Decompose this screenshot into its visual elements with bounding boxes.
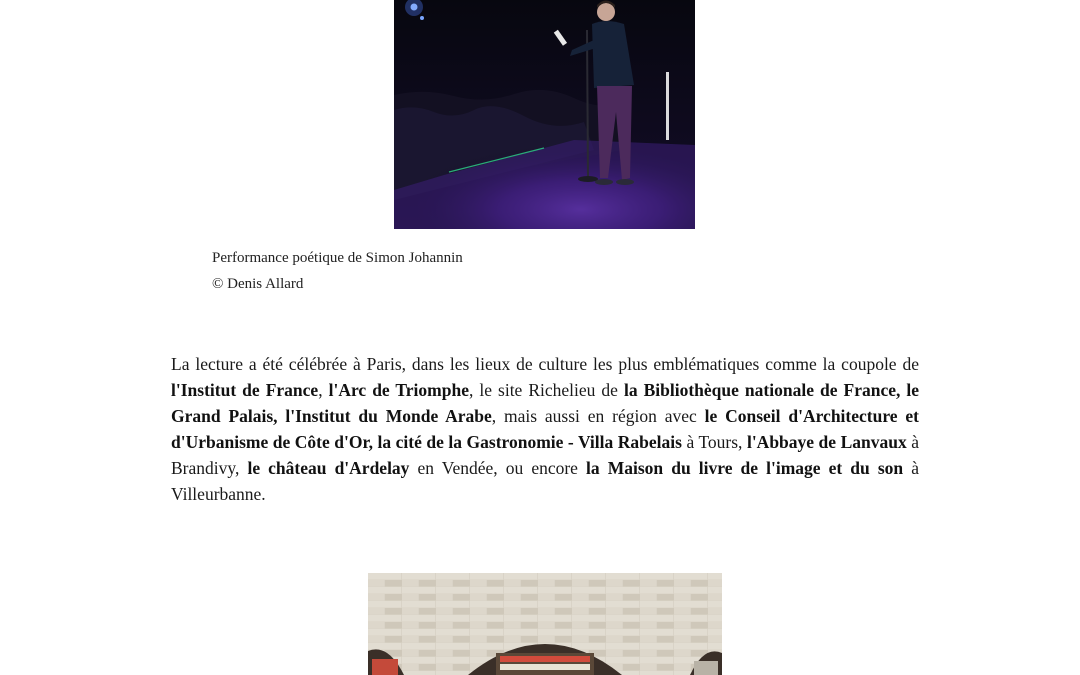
photo-credit: © Denis Allard [212,276,304,292]
performance-photo [394,0,695,229]
text-segment: à Villeurbanne. [171,458,919,504]
text-segment: , le site Richelieu de [468,380,624,400]
performance-photo-illustration [394,0,695,229]
photo-caption: Performance poétique de Simon Johannin [212,250,463,266]
text-segment: en Vendée, ou encore [409,458,587,478]
venue-institut-de-france: l'Institut de France [171,380,319,400]
text-segment: , mais aussi en région avec [491,406,705,426]
venue-chateau-ardelay: le château d'Ardelay [247,458,410,478]
library-photo [368,573,722,675]
text-segment: , [318,380,329,400]
text-segment: à Brandivy, [171,432,919,478]
venue-bnf-grand-palais-ima: la Bibliothèque nationale de France, le Grand Palais, l'Institut du Monde Arabe [171,380,920,426]
venue-arc-de-triomphe: l'Arc de Triomphe [328,380,469,400]
text-segment: à Tours, [681,432,747,452]
library-photo-illustration [368,573,722,675]
venue-caue-villa-rabelais: le Conseil d'Architecture et d'Urbanisme de Côte d'Or, la cité de la Gastronomie - Villa Rabelais [171,406,920,452]
venue-maison-du-livre: la Maison du livre de l'image et du son [586,458,904,478]
venue-abbaye-de-lanvaux: l'Abbaye de Lanvaux [746,432,907,452]
article-paragraph [171,351,919,507]
text-segment: La lecture a été célébrée à Paris, dans les lieux de culture les plus emblématiques comme la coupole de [171,354,919,374]
